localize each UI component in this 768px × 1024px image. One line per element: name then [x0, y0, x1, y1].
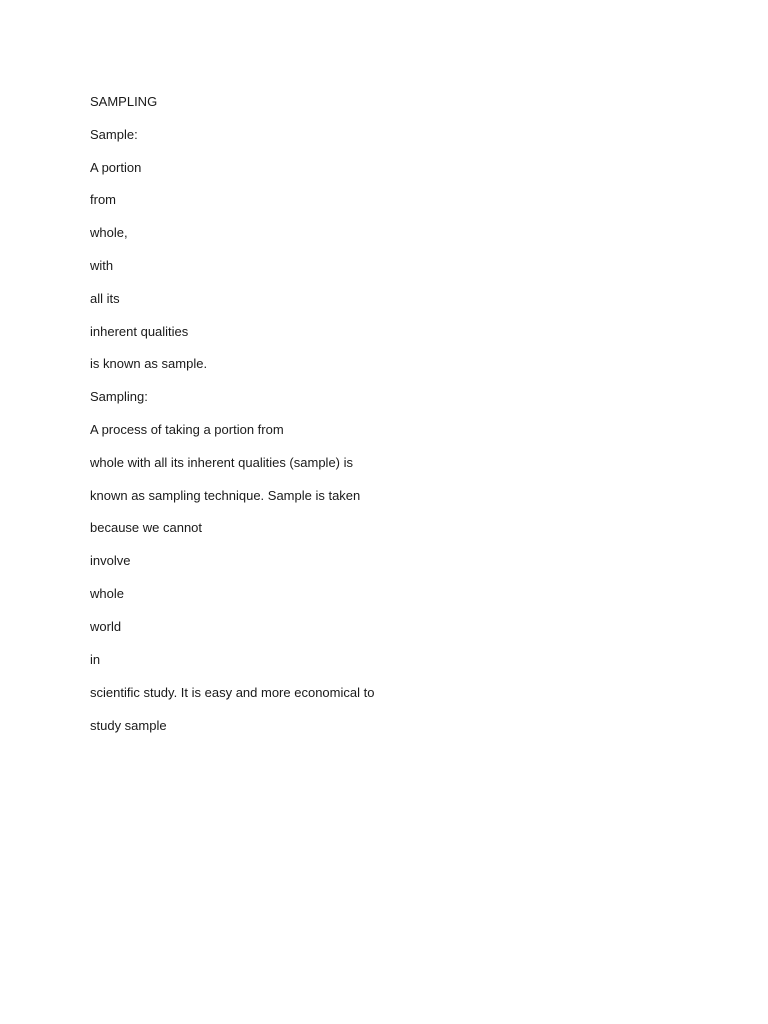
text-line: whole with all its inherent qualities (sample) is [90, 455, 354, 470]
text-line: world [90, 619, 122, 634]
text-line: A process of taking a portion from [90, 422, 284, 437]
heading-sample: Sample: [90, 127, 138, 142]
text-line: involve [90, 553, 131, 568]
text-line: because we cannot [90, 520, 203, 535]
text-line: scientific study. It is easy and more economical to [90, 685, 375, 700]
text-line: from [90, 192, 116, 207]
text-line: study sample [90, 718, 167, 733]
text-line: A portion [90, 160, 142, 175]
text-line: whole [90, 586, 124, 601]
text-line: in [90, 652, 101, 667]
text-line: inherent qualities [90, 324, 189, 339]
text-line: known as sampling technique. Sample is taken [90, 488, 361, 503]
text-line: all its [90, 291, 120, 306]
text-line: with [90, 258, 114, 273]
text-line: is known as sample. [90, 356, 208, 371]
text-line: whole, [90, 225, 128, 240]
heading-sampling: Sampling: [90, 389, 148, 404]
document-title: SAMPLING [90, 94, 158, 109]
